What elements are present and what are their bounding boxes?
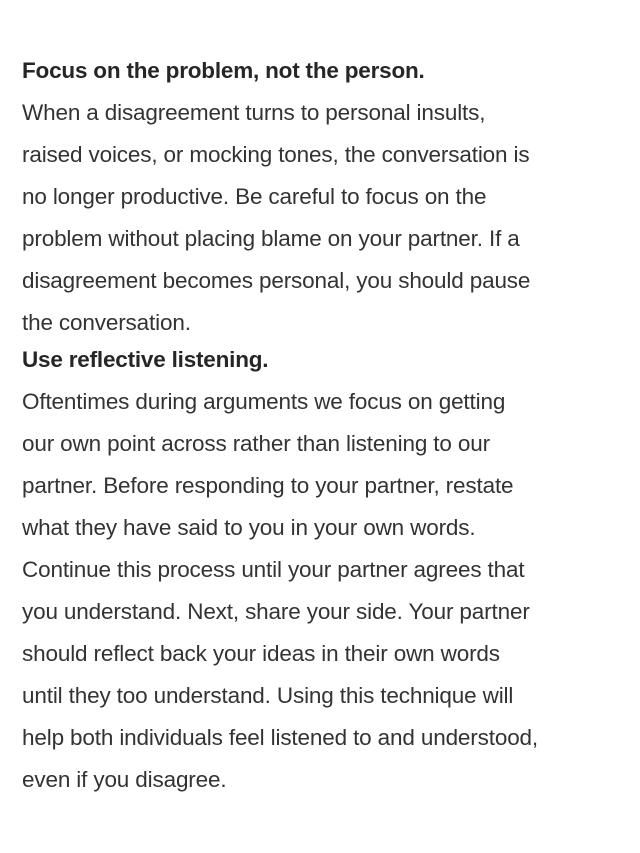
paragraph-line: no longer productive. Be careful to focus on the (22, 184, 487, 209)
paragraph-line: what they have said to you in your own words. (22, 515, 476, 540)
section-reflective-listening (22, 339, 622, 801)
section-heading: Use reflective listening. (22, 347, 269, 372)
paragraph-line: you understand. Next, share your side. Your partner (22, 599, 530, 624)
paragraph-line: until they too understand. Using this technique will (22, 683, 514, 708)
paragraph-line: the conversation. (22, 310, 191, 335)
paragraph-line: When a disagreement turns to personal insults, (22, 100, 486, 125)
paragraph-line: problem without placing blame on your partner. If a (22, 226, 520, 251)
paragraph-line: partner. Before responding to your partner, restate (22, 473, 514, 498)
section-focus-on-problem (22, 50, 622, 344)
paragraph-line: should reflect back your ideas in their own words (22, 641, 500, 666)
paragraph-line: even if you disagree. (22, 767, 227, 792)
paragraph-line: raised voices, or mocking tones, the conversation is (22, 142, 530, 167)
paragraph-line: our own point across rather than listening to our (22, 431, 490, 456)
paragraph-line: Continue this process until your partner agrees that (22, 557, 525, 582)
section-heading: Focus on the problem, not the person. (22, 58, 425, 83)
paragraph-line: Oftentimes during arguments we focus on getting (22, 389, 506, 414)
paragraph-line: disagreement becomes personal, you should pause (22, 268, 531, 293)
paragraph-line: help both individuals feel listened to and understood, (22, 725, 539, 750)
